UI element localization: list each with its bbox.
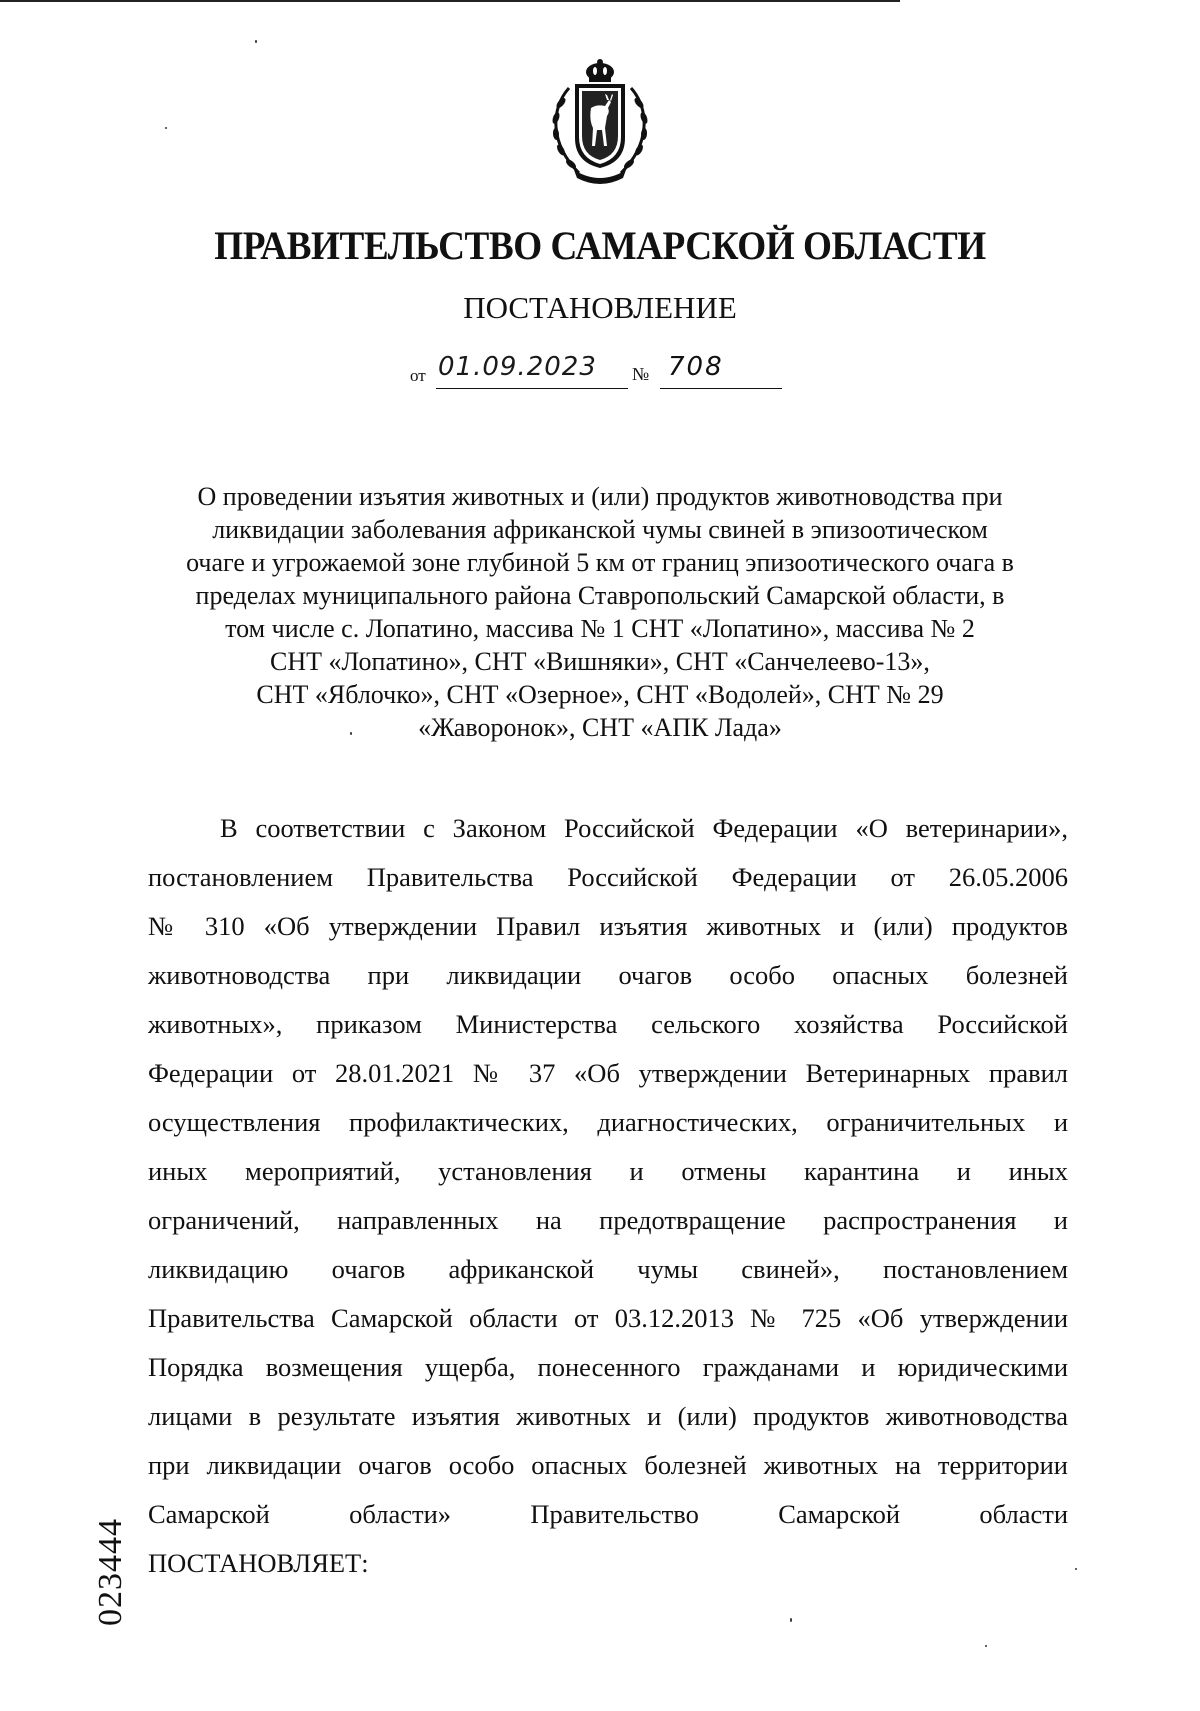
number-underline: [660, 388, 782, 389]
margin-serial-number: 023444: [92, 1518, 129, 1626]
body-line: В соответствии с Законом Российской Федерации «О ветеринарии»,: [220, 813, 1068, 843]
body-line: осуществления профилактических, диагностических, ограничительных и: [148, 1107, 1068, 1137]
subject-line: СНТ «Яблочко», СНТ «Озерное», СНТ «Водолей», СНТ № 29: [256, 680, 944, 709]
scan-speck: [350, 732, 352, 735]
body-line: Правительства Самарской области от 03.12.2013 № 725 «Об утверждении: [148, 1303, 1068, 1333]
body-line: лицами в результате изъятия животных и (или) продуктов животноводства: [148, 1401, 1068, 1431]
number-sign: №: [632, 364, 650, 384]
body-line: постановлением Правительства Российской Федерации от 26.05.2006: [148, 862, 1068, 892]
body-line: при ликвидации очагов особо опасных болезней животных на территории: [148, 1450, 1068, 1480]
body-line: Самарской области» Правительство Самарской области: [148, 1499, 1068, 1529]
body-line: ограничений, направленных на предотвращение распространения и: [148, 1205, 1068, 1235]
document-body: [148, 804, 1068, 1588]
body-line: животноводства при ликвидации очагов особо опасных болезней: [148, 960, 1068, 990]
scan-speck: [1075, 1568, 1077, 1570]
document-date: 01.09.2023: [438, 352, 597, 382]
document-date-number-line: [410, 352, 810, 392]
subject-line: очаге и угрожаемой зоне глубиной 5 км от границ эпизоотического очага в: [186, 548, 1014, 577]
subject-line: СНТ «Лопатино», СНТ «Вишняки», СНТ «Санчелеево-13»,: [270, 647, 930, 676]
subject-line: ликвидации заболевания африканской чумы свиней в эпизоотическом: [212, 515, 988, 544]
date-underline: [436, 388, 628, 389]
subject-line: пределах муниципального района Ставропольский Самарской области, в: [195, 581, 1005, 610]
body-line: Федерации от 28.01.2021 № 37 «Об утверждении Ветеринарных правил: [148, 1058, 1068, 1088]
document-type-heading: ПОСТАНОВЛЕНИЕ: [463, 290, 737, 325]
body-line-resolves: ПОСТАНОВЛЯЕТ:: [148, 1548, 369, 1578]
samara-region-coat-of-arms-icon: [539, 58, 661, 186]
scan-speck: [165, 127, 167, 129]
scan-speck: [985, 1645, 987, 1647]
subject-line: О проведении изъятия животных и (или) продуктов животноводства при: [197, 482, 1003, 511]
body-line: ликвидацию очагов африканской чумы свиней», постановлением: [148, 1254, 1068, 1284]
date-prefix: от: [410, 366, 426, 385]
government-title: ПРАВИТЕЛЬСТВО САМАРСКОЙ ОБЛАСТИ: [214, 223, 986, 268]
document-number: 708: [668, 352, 724, 382]
subject-line: том числе с. Лопатино, массива № 1 СНТ «Лопатино», массива № 2: [225, 614, 975, 643]
body-line: № 310 «Об утверждении Правил изъятия животных и (или) продуктов: [148, 911, 1068, 941]
document-subject: [150, 480, 1050, 744]
body-line: животных», приказом Министерства сельского хозяйства Российской: [148, 1009, 1068, 1039]
scan-speck: [255, 40, 257, 43]
body-line: иных мероприятий, установления и отмены карантина и иных: [148, 1156, 1068, 1186]
scan-speck: [790, 1618, 792, 1622]
body-line: Порядка возмещения ущерба, понесенного гражданами и юридическими: [148, 1352, 1068, 1382]
scan-top-border: [0, 0, 900, 2]
subject-line: «Жаворонок», СНТ «АПК Лада»: [418, 713, 782, 742]
